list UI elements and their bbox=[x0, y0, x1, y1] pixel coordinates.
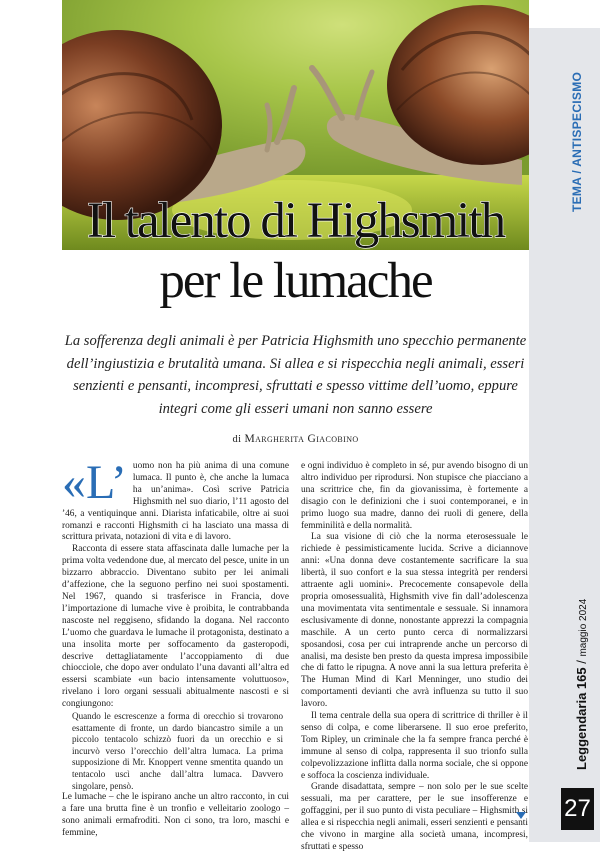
paragraph: Le lumache – che le ispirano anche un altro racconto, in cui a fare una brutta fine è un tronfio e velleitario zoologo – sono animali ermafroditi. Non ci sono, tra loro, maschi e femmine, bbox=[62, 792, 289, 838]
article-column-left bbox=[62, 456, 289, 840]
paragraph: uomo non ha più anima di una comune lumaca. Il punto è, che anche la lumaca ha un’anima». Così scrive Patricia Highsmith nel suo diario, l’11 agosto del ’46, a ventiquinque anni. Diarista infaticabile, oltre ai suoi romanzi e racconti Highsmith ci ha lasciato una massa di scrittura privata, notazioni di vita e di lavoro. bbox=[62, 461, 289, 543]
magazine-info-text: Leggendaria 165 / maggio 2024 bbox=[574, 598, 589, 770]
continue-arrow-icon bbox=[516, 812, 526, 819]
paragraph: Il tema centrale della sua opera di scrittrice di thriller è il senso di colpa, e come liberarsene. Il suo eroe preferito, Tom Ripley, un criminale che la fa sempre franca perché è immune al senso di colpa, rappresenta il suo trionfo sulla colpevolizzazione inflitta dalla norma sociale, che si oppone e soffoca la coscienza individuale. bbox=[301, 711, 528, 781]
page-number: 27 bbox=[561, 788, 594, 830]
article-standfirst: La sofferenza degli animali è per Patricia Highsmith uno specchio permanente dell’ingiustizia e brutalità umana. Si allea e si rispecchia negli animali, esseri senzienti e pensanti, incompresi, sfruttati e spesso vittime dell’uomo, eppure integri come gli esseri umani non sanno essere bbox=[64, 333, 527, 417]
issue-date: maggio 2024 bbox=[578, 598, 589, 657]
section-label-text: TEMA / ANTISPECISMO bbox=[570, 71, 584, 212]
section-label bbox=[570, 62, 594, 212]
issue-number: 165 bbox=[574, 667, 589, 690]
article-column-right bbox=[301, 461, 528, 854]
page-title-line2: per le lumache bbox=[159, 253, 432, 309]
paragraph: e ogni individuo è completo in sé, pur avendo bisogno di un altro individuo per riprodursi. Non stupisce che piacciano a una scrittrice che, fin da giovanissima, è fortemente a disagio con le definizioni che i suoi contemporanei, e in primo luogo sua madre, danno dei ruoli di genere, della femminilità e della normalità. bbox=[301, 461, 528, 531]
magazine-info bbox=[574, 560, 598, 770]
paragraph: Racconta di essere stata affascinata dalle lumache per la prima volta vedendone due, al mercato del pesce, unite in un bizzarro abbraccio. Diventano subito per lei animali d’affezione, che la seguono perfino nei suoi spostamenti. Nel 1967, quando si trasferisce in Francia, dove l’importazione di lumache vive è proibita, le contrabbanda nascoste nel reggiseno, sfidando la dogana. Nel racconto L’uomo che guardava le lumache il protagonista, destinato a una insolita morte per soffocamento da gasteropodi, descrive dettagliatamente l’accoppiamento di due chiocciole, che dopo aver ondulato l’una davanti all’altra ed essersi scambiate «un bacio intensamente voluttuoso», rivelano i loro organi sessuali abitualmente nascosti e si congiungono: bbox=[62, 544, 289, 710]
paragraph: Grande disadattata, sempre – non solo per le sue scelte sessuali, ma per carattere, per le sue insofferenze e goffaggini, per il suo punto di vista peculiare – Highsmith si allea e si rispecchia negli animali, esseri senzienti e pensanti che vivono in margine alla società umana, incompresi, sfruttati e spesso bbox=[301, 782, 528, 852]
byline bbox=[62, 433, 529, 445]
page-title-line1: Il talento di Highsmith bbox=[86, 193, 505, 249]
byline-prefix: di bbox=[232, 434, 242, 445]
block-quote: Quando le escrescenze a forma di orecchio si trovarono esattamente di fronte, un dardo biancastro simile a un piccolo tentacolo schizzò fuori da un orecchio e si incurvò verso l’orecchio dell’altra lumaca. La prima supposizione di Mr. Knoppert venne smentita quando un tentacolo uscì anche dall’altra lumaca. Davvero singolare, pensò. bbox=[72, 711, 283, 791]
magazine-name: Leggendaria bbox=[574, 692, 589, 770]
drop-cap: «L’ bbox=[62, 456, 127, 509]
author-name: Margherita Giacobino bbox=[244, 433, 359, 445]
paragraph: La sua visione di ciò che la norma eterosessuale le richiede è pessimisticamente lucida. Scrive a diciannove anni: «Una donna deve costantemente sacrificare la sua libertà, il suo confort e la sua stessa integrità per rendersi attraente agli uomini». Precocemente consapevole della propria omosessualità, Highsmith vive fin dall’adolescenza una movimentata vita sentimentale e sessuale. Si innamora esclusivamente di donne, nonostante apprezzi la compagnia maschile. A un certo punto cerca di normalizzarsi sposandosi, cosa per cui intraprende anche un percorso di analisi, ma desiste ben presto da questa impresa impossibile che di fatto le ripugna. A nove anni la sua lettura preferita è The Human Mind di Karl Menninger, uno studio dei comportamenti devianti che avrà influenza su tutto il suo lavoro. bbox=[301, 532, 528, 710]
